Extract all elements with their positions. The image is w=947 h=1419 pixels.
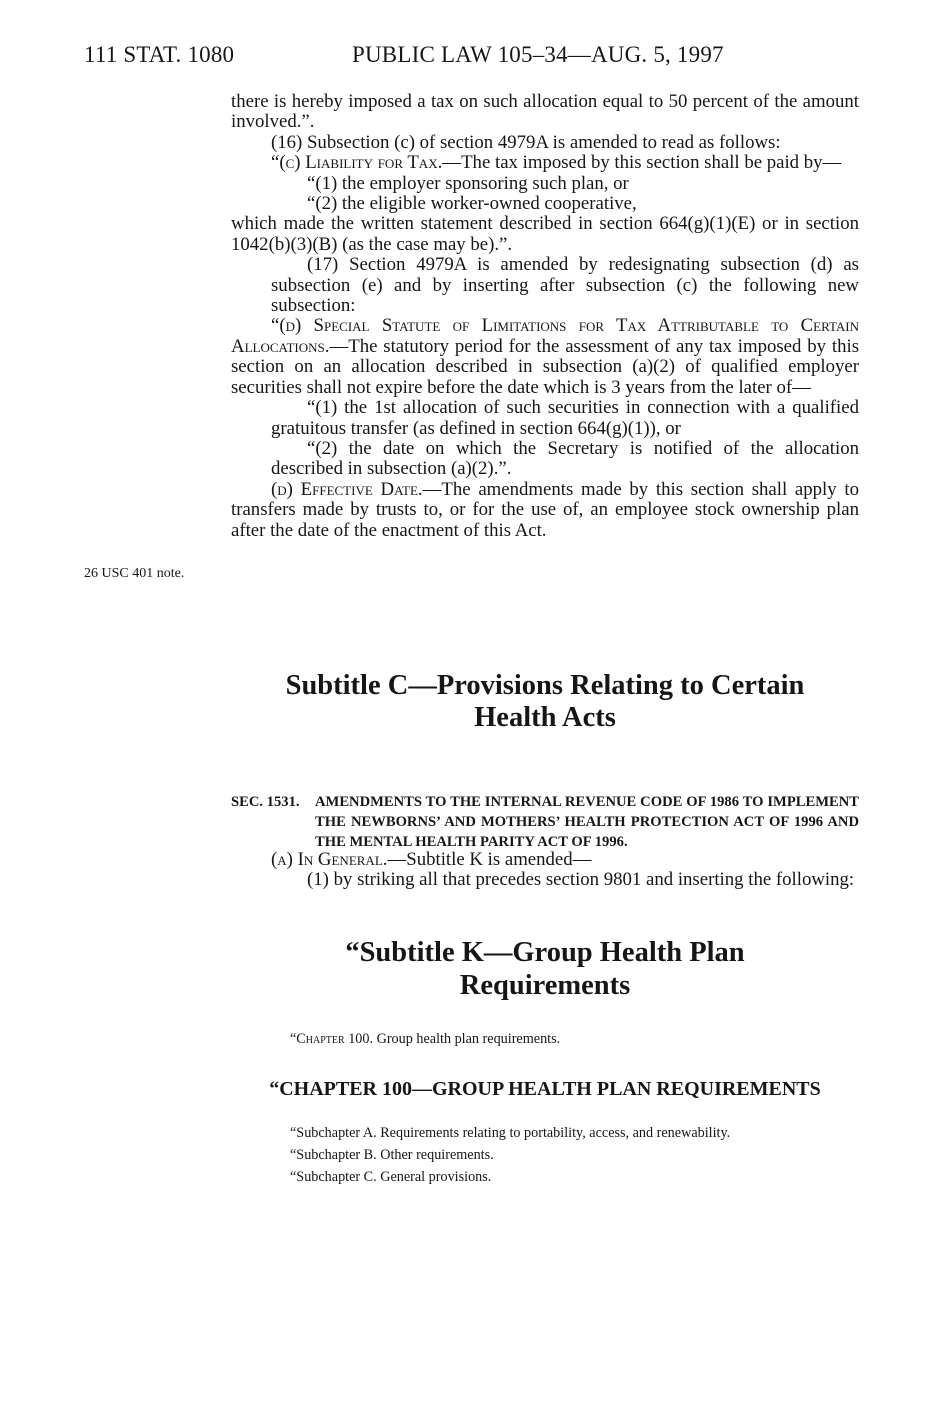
paragraph: (d) Effective Date.—The amendments made by this section shall apply to transfers made by trusts to, or for the use of, an employee stock ownership plan after the date of the enactment of this Act. bbox=[231, 478, 859, 541]
paragraph: (17) Section 4979A is amended by redesignating subsection (d) as subsection (e) and by inserting after subsection (c) the following new subsection: bbox=[271, 254, 859, 317]
paragraph: (1) by striking all that precedes section 9801 and inserting the following: bbox=[307, 869, 855, 891]
subchapter-list bbox=[290, 1125, 860, 1191]
paragraph: “(d) Special Statute of Limitations for Tax Attributable to Certain Allocations.—The statutory period for the assessment of any tax imposed by this section on an allocation described in subsection (a)(2) of qualified employer securities shall not expire before the date which is 3 years from the later of— bbox=[231, 315, 859, 398]
statute-page-number: 111 STAT. 1080 bbox=[84, 42, 235, 67]
public-law-title: PUBLIC LAW 105–34—AUG. 5, 1997 bbox=[352, 42, 724, 67]
subtitle-k-heading: “Subtitle K—Group Health Plan Requirements bbox=[345, 937, 745, 1001]
section-title: AMENDMENTS TO THE INTERNAL REVENUE CODE OF 1986 TO IMPLEMENT THE NEWBORNS’ AND MOTHERS’ HEALTH PROTECTION ACT OF 1996 AND THE MENTAL HEALTH PARITY ACT OF 1996. bbox=[315, 794, 859, 850]
paragraph: (16) Subsection (c) of section 4979A is amended to read as follows: bbox=[271, 131, 781, 153]
paragraph: (a) In General.—Subtitle K is amended— bbox=[271, 849, 592, 870]
section-number: SEC. 1531. bbox=[231, 794, 300, 810]
body-text bbox=[231, 92, 859, 541]
paragraph: “(2) the date on which the Secretary is notified of the allocation described in subsection (a)(2).”. bbox=[271, 437, 859, 480]
paragraph: which made the written statement described in section 664(g)(1)(E) or in section 1042(b)(3)(B) (as the case may be).”. bbox=[231, 213, 859, 255]
paragraph-heading: (d) Effective Date. bbox=[271, 478, 423, 500]
list-item: “Subchapter A. Requirements relating to portability, access, and renewability. bbox=[290, 1125, 731, 1141]
paragraph-heading: (a) In General. bbox=[271, 849, 388, 870]
chapter-heading: “CHAPTER 100—GROUP HEALTH PLAN REQUIREMENTS bbox=[269, 1078, 821, 1100]
paragraph: “(1) the 1st allocation of such securities in connection with a qualified gratuitous transfer (as defined in section 664(g)(1)), or bbox=[271, 397, 859, 439]
margin-note: 26 USC 401 note. bbox=[84, 566, 185, 581]
list-item: “Subchapter C. General provisions. bbox=[290, 1169, 492, 1185]
paragraph-heading: “(c) Liability for Tax. bbox=[271, 152, 443, 174]
list-item: “Subchapter B. Other requirements. bbox=[290, 1147, 494, 1163]
subtitle-heading: Subtitle C—Provisions Relating to Certain Health Acts bbox=[285, 670, 805, 733]
paragraph: “(2) the eligible worker-owned cooperative, bbox=[307, 193, 637, 215]
paragraph: there is hereby imposed a tax on such allocation equal to 50 percent of the amount involved.”. bbox=[231, 91, 859, 133]
paragraph-heading: “(d) Special Statute of Limitations for Tax Attributable to Certain Allocations. bbox=[231, 315, 859, 357]
table-of-contents-entry: “Chapter 100. Group health plan requirements. bbox=[290, 1031, 561, 1047]
section-body bbox=[231, 850, 859, 891]
section-heading bbox=[231, 792, 859, 852]
paragraph: “(c) Liability for Tax.—The tax imposed by this section shall be paid by— bbox=[271, 152, 842, 174]
paragraph: “(1) the employer sponsoring such plan, or bbox=[307, 172, 629, 194]
